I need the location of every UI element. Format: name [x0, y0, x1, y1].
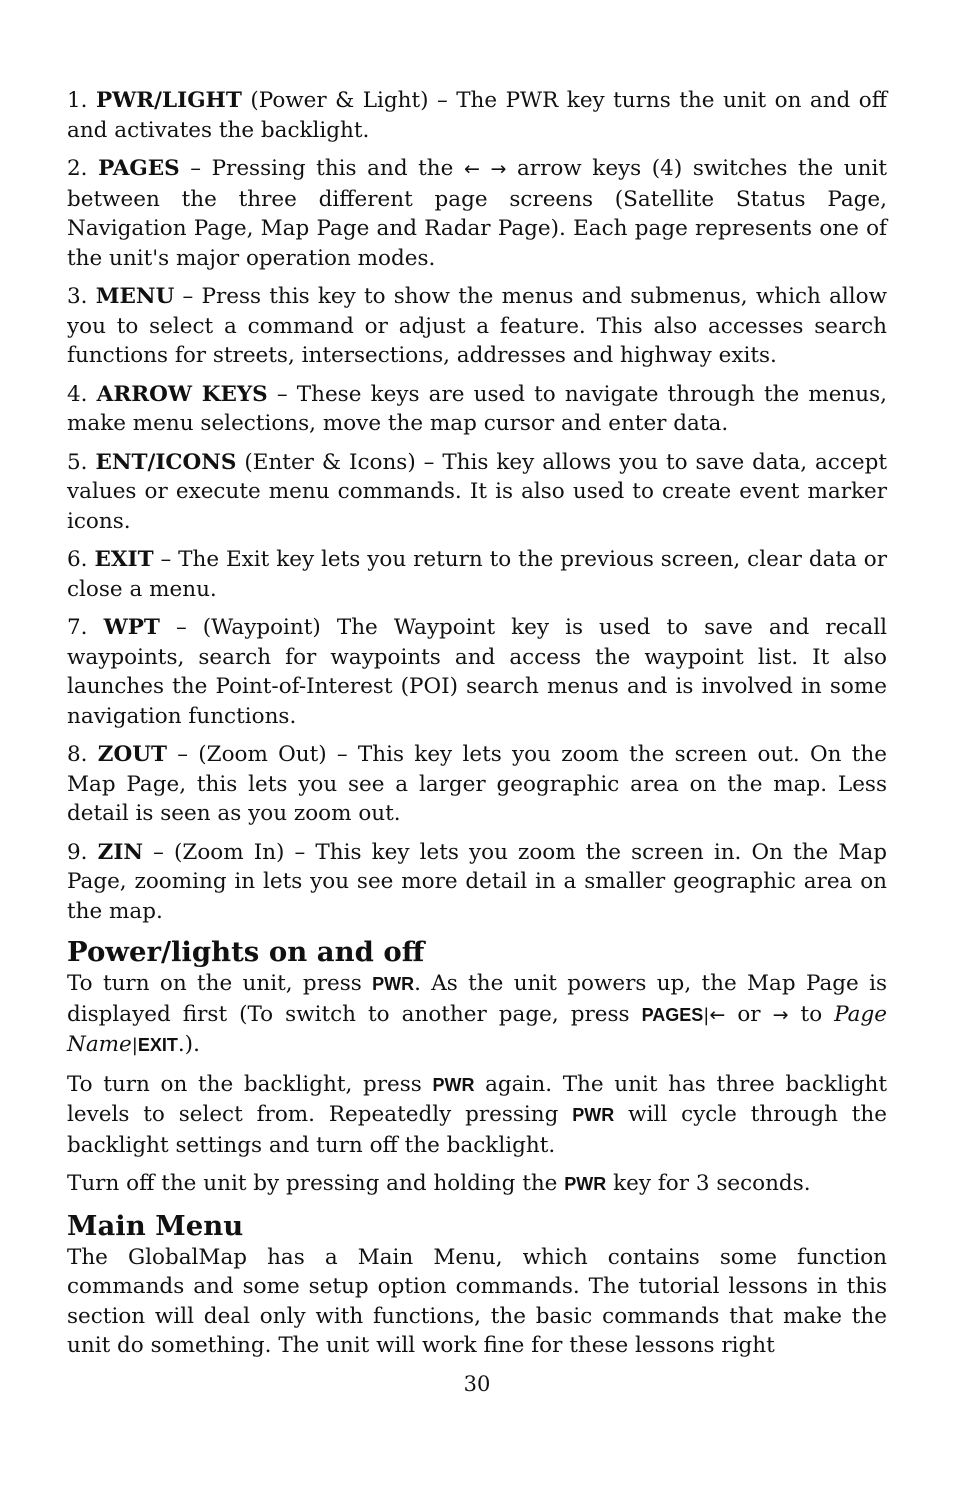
key-text: – Press this key to show the menus and submenus, which allow you to select a command or adjust a feature. This also accesses search functions for streets, intersections, addresses and highway exits.	[67, 284, 887, 368]
text: again. The unit has three backlight levels to select from. Repeatedly pressing	[67, 1071, 887, 1127]
text: or	[725, 1001, 773, 1027]
key-description-menu	[67, 282, 887, 371]
page-number: 30	[463, 1372, 491, 1396]
right-arrow-icon: →	[772, 1003, 789, 1026]
key-name: WPT	[103, 615, 160, 640]
right-arrow-icon: →	[490, 158, 507, 180]
pages-key-label: PAGES	[641, 1004, 704, 1025]
key-text: – (Zoom In) – This key lets you zoom the screen in. On the Map Page, zooming in lets you see more detail in a smaller geographic area on the map.	[67, 839, 887, 924]
key-description-pages	[67, 154, 887, 273]
text: . As the unit powers up, the Map Page is displayed first (To switch to another page, press	[67, 971, 887, 1027]
pwr-key-label: PWR	[372, 974, 415, 994]
key-name: ZIN	[97, 839, 144, 865]
item-number: 1.	[67, 88, 88, 113]
key-name: ARROW KEYS	[96, 381, 268, 407]
item-number: 8.	[67, 742, 88, 767]
key-description-pwr-light	[67, 86, 887, 145]
pwr-key-label: PWR	[564, 1174, 607, 1194]
pwr-key-label: PWR	[572, 1105, 615, 1125]
key-name: PWR/LIGHT	[95, 88, 242, 113]
key-text: arrow keys (4) switches the unit between the three different page screens (Satellite Status Page, Navigation Page, Map Page and Radar Page). Each page represents one of the unit's major operation modes.	[67, 156, 888, 271]
key-text: – These keys are used to navigate through the menus, make menu selections, move the map cursor and enter data.	[67, 381, 887, 436]
item-number: 7.	[67, 615, 88, 640]
main-menu-paragraph: The GlobalMap has a Main Menu, which contains some function commands and some setup option commands. The tutorial lessons in this section will deal only with functions, the basic commands that make the unit do something. The unit will work fine for these lessons right	[67, 1244, 887, 1358]
power-paragraph-1	[67, 969, 887, 1061]
power-paragraph-3	[67, 1169, 887, 1200]
key-text: – (Waypoint) The Waypoint key is used to save and recall waypoints, search for waypoints and access the waypoint list. It also launches the Point-of-Interest (POI) search menus and is involved in some navigation functions.	[67, 615, 887, 729]
key-description-arrow-keys	[67, 380, 887, 439]
key-name: EXIT	[94, 547, 154, 572]
key-text: (Power & Light) – The PWR key turns the unit on and off and activates the backlight.	[67, 88, 887, 143]
key-description-zin	[67, 838, 887, 927]
key-name: MENU	[95, 284, 175, 309]
key-description-zout	[67, 740, 887, 829]
text: .).	[177, 1032, 200, 1057]
key-text: – The Exit key lets you return to the previous screen, clear data or close a menu.	[67, 547, 887, 602]
separator: |	[703, 1004, 710, 1026]
text: will cycle through the backlight settings and turn off the backlight.	[67, 1102, 888, 1158]
text: Turn off the unit by pressing and holding the	[67, 1171, 565, 1196]
key-text: – (Zoom Out) – This key lets you zoom the screen out. On the Map Page, this lets you see a larger geographic area on the map. Less detail is seen as you zoom out.	[67, 742, 887, 826]
text: key for 3 seconds.	[606, 1171, 811, 1196]
key-description-exit	[67, 545, 887, 604]
left-arrow-icon: ←	[463, 158, 480, 180]
item-number: 6.	[67, 547, 88, 572]
exit-key-label: EXIT	[137, 1035, 178, 1055]
key-text: – Pressing this and the	[179, 156, 464, 181]
item-number: 9.	[67, 839, 88, 865]
item-number: 3.	[67, 284, 88, 309]
text: To turn on the backlight, press	[67, 1071, 433, 1097]
key-text: (Enter & Icons) – This key allows you to save data, accept values or execute menu commands. It is also used to create event marker icons.	[67, 449, 887, 534]
page-content	[67, 86, 887, 1370]
section-heading-main-menu: Main Menu	[67, 1209, 244, 1242]
key-description-wpt	[67, 613, 887, 731]
pwr-key-label: PWR	[432, 1074, 475, 1095]
key-name: PAGES	[98, 156, 180, 181]
key-name: ZOUT	[97, 742, 167, 767]
item-number: 4.	[67, 381, 88, 407]
key-name: ENT/ICONS	[95, 449, 237, 475]
key-description-ent-icons	[67, 448, 887, 537]
left-arrow-icon: ←	[709, 1003, 726, 1026]
separator: |	[131, 1035, 138, 1056]
item-number: 2.	[67, 156, 88, 181]
text: to	[788, 1001, 835, 1027]
text: To turn on the unit, press	[67, 971, 373, 996]
section-heading-power: Power/lights on and off	[67, 936, 425, 968]
item-number: 5.	[67, 449, 88, 475]
page-name-italic: Page Name	[67, 1001, 887, 1057]
power-paragraph-2	[67, 1070, 887, 1161]
